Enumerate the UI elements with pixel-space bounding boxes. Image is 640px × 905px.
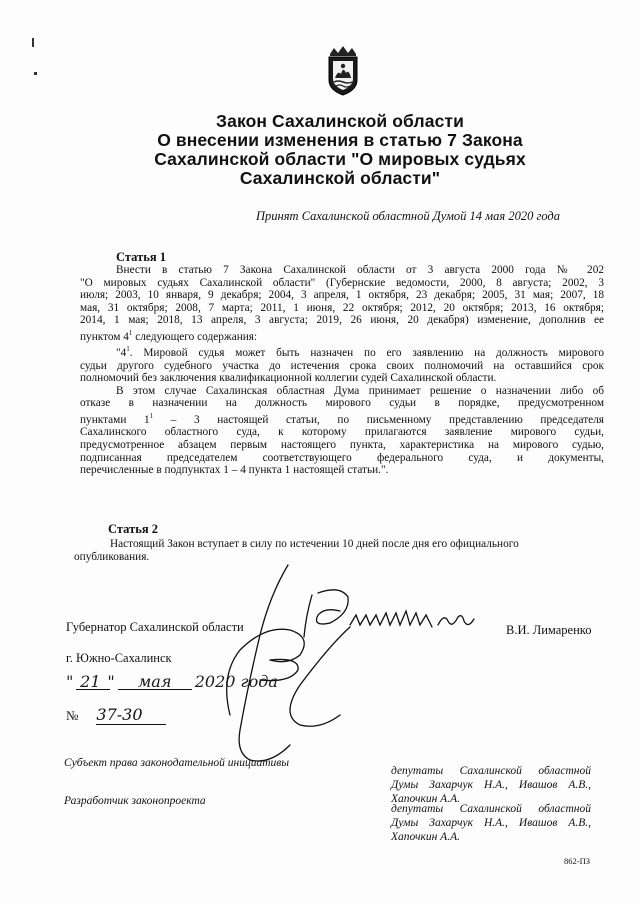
- title-line: О внесении изменения в статью 7 Закона: [157, 130, 523, 150]
- date-year: 2020 года: [194, 672, 278, 691]
- registration-number: [66, 705, 166, 725]
- scan-artifact: [32, 38, 34, 47]
- number-value: 37-30: [96, 705, 166, 725]
- text-line: опубликования.: [74, 550, 150, 563]
- law-title: [120, 112, 560, 188]
- deputies-line: депутаты Сахалинской областной: [391, 765, 591, 777]
- quoted-paragraph-start: "$4^1$. Мировой судья может быть назначен по его заявлению на должность мирового: [116, 345, 604, 360]
- text-line: мая, 31 октября; 2008, 7 марта; 2011, 1 июня, 22 октября; 2012, 20 октября; 2013, 16 октября;: [80, 301, 604, 314]
- title-line: Сахалинской области": [239, 168, 441, 188]
- text-line: отказе в назначении на должность мирового судьи в порядке, предусмотренном: [80, 397, 604, 410]
- deputies-line: Хапочкин А.А.: [391, 793, 460, 805]
- governor-title: Губернатор Сахалинской области: [66, 620, 244, 634]
- text-line: судьи другого судебного участка до истечения срока своих полномочий на оставшийся срок: [80, 359, 604, 372]
- text-line: пунктом $4^1$ следующего содержания:: [80, 328, 258, 343]
- date-month: мая: [138, 672, 172, 691]
- article-1-body: [80, 264, 604, 477]
- text-line: подписанная председателем соответствующего федерального суда, и документы,: [80, 451, 604, 464]
- date-quote: ": [66, 672, 74, 691]
- text-line: пунктами $1^1 - 3$ настоящей статьи, по письменному представлению председателя: [80, 412, 604, 426]
- deputies-line: депутаты Сахалинской областной: [391, 803, 591, 815]
- document-code: 862-ПЗ: [564, 856, 590, 866]
- number-label: №: [66, 708, 79, 723]
- scan-artifact: [34, 72, 37, 75]
- article-2-heading: Статья 2: [108, 522, 158, 536]
- text-line: предусмотренное абзацем первым настоящего пункта, характеристика на мирового судью,: [80, 439, 604, 452]
- developer-label: Разработчик законопроекта: [64, 795, 206, 807]
- governor-signature: [200, 555, 500, 765]
- title-line: Закон Сахалинской области: [216, 111, 464, 131]
- adoption-note: Принят Сахалинской областной Думой 14 мая 2020 года: [256, 209, 560, 223]
- deputies-line: Думы Захарчук Н.А., Ивашов А.В.,: [391, 817, 591, 829]
- subject-label: Субъект права законодательной инициативы: [64, 757, 290, 769]
- text-line: 2014, 1 мая; 2018, 13 апреля, 3 августа; 2019, 26 июня, 20 декабря) изменение, дополнив ее: [80, 314, 604, 327]
- city: г. Южно-Сахалинск: [66, 651, 172, 665]
- deputies-line: Думы Захарчук Н.А., Ивашов А.В.,: [391, 779, 591, 791]
- text-line: Внести в статью 7 Закона Сахалинской области от 3 августа 2000 года № 202: [116, 264, 604, 276]
- article-1-heading: Статья 1: [116, 250, 166, 264]
- text-line: Настоящий Закон вступает в силу по истечении 10 дней после дня его официального: [110, 538, 519, 550]
- text-line: Сахалинского областного суда, к которому прилагаются заявление мирового судьи,: [80, 426, 604, 439]
- title-line: Сахалинской области "О мировых судьях: [154, 149, 526, 169]
- deputies-block-2: [391, 802, 591, 844]
- date-quote: ": [107, 672, 115, 691]
- text-line: В этом случае Сахалинская областная Дума принимает решение о назначении либо об: [116, 384, 604, 397]
- coat-of-arms-emblem: [326, 44, 360, 96]
- text-line: перечисленные в подпунктах 1 – 4 пункта 1 настоящей статьи.".: [80, 464, 389, 477]
- deputies-line: Хапочкин А.А.: [391, 831, 460, 843]
- governor-name: В.И. Лимаренко: [506, 623, 592, 637]
- text-line: июля; 2003, 10 января, 9 декабря; 2004, 3 апреля, 1 октября, 23 декабря; 2005, 31 мая; 2007, 18: [80, 289, 604, 302]
- text-line: полномочий без заключения квалификационной коллегии судей Сахалинской области.: [80, 372, 497, 385]
- deputies-block-1: [391, 764, 591, 806]
- text-line: "О мировых судьях Сахалинской области" (Губернские ведомости, 2000, 8 августа; 2002, 3: [80, 276, 604, 289]
- date-day: 21: [80, 672, 101, 691]
